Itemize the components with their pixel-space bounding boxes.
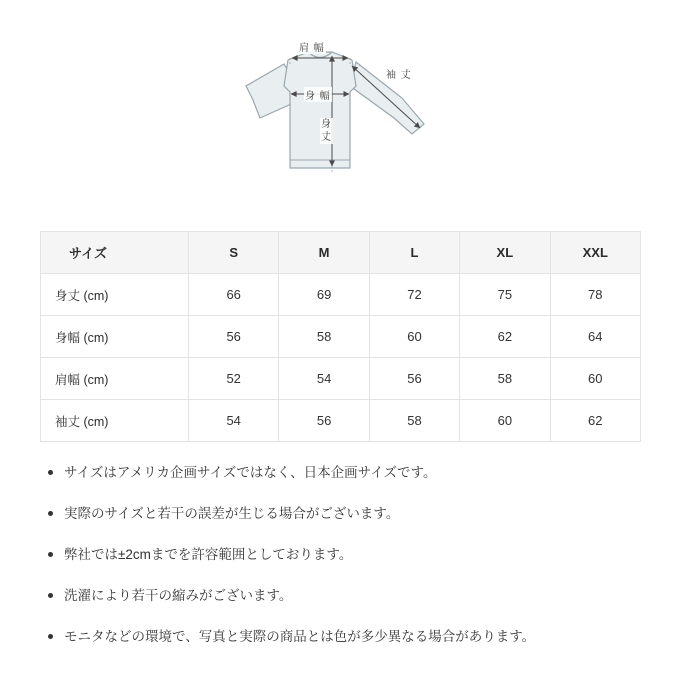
list-item: 洗濯により若干の縮みがございます。	[40, 586, 650, 606]
cell-shoulder-width-m: 54	[279, 358, 369, 400]
cell-body-length-xxl: 78	[550, 274, 640, 316]
sweatshirt-outline-svg	[0, 0, 680, 210]
label-sleeve-length: 袖 丈	[385, 66, 413, 81]
cell-chest-width-l: 60	[369, 316, 459, 358]
cell-chest-width-xxl: 64	[550, 316, 640, 358]
header-xl: XL	[460, 232, 550, 274]
label-body-length-line1: 身	[321, 119, 332, 130]
cell-shoulder-width-l: 56	[369, 358, 459, 400]
size-table	[40, 231, 641, 442]
table-row	[41, 400, 641, 442]
cell-sleeve-length-l: 58	[369, 400, 459, 442]
cell-sleeve-length-xxl: 62	[550, 400, 640, 442]
notes-list	[40, 463, 650, 668]
table-header-row	[41, 232, 641, 274]
list-item: モニタなどの環境で、写真と実際の商品とは色が多少異なる場合があります。	[40, 627, 650, 647]
body-shape	[284, 52, 356, 168]
cell-sleeve-length-s: 54	[189, 400, 279, 442]
label-body-length-line2: 丈	[321, 132, 332, 143]
table-row	[41, 358, 641, 400]
list-item: 弊社では±2cmまでを許容範囲としております。	[40, 545, 650, 565]
header-xxl: XXL	[550, 232, 640, 274]
size-table-body	[41, 274, 641, 442]
size-table-head	[41, 232, 641, 274]
cell-body-length-s: 66	[189, 274, 279, 316]
header-m: M	[279, 232, 369, 274]
cell-sleeve-length-xl: 60	[460, 400, 550, 442]
cell-body-length-l: 72	[369, 274, 459, 316]
label-body-length	[320, 118, 333, 144]
cell-body-length-xl: 75	[460, 274, 550, 316]
cell-body-length-m: 69	[279, 274, 369, 316]
cell-chest-width-m: 58	[279, 316, 369, 358]
table-row	[41, 316, 641, 358]
header-l: L	[369, 232, 459, 274]
cell-sleeve-length-m: 56	[279, 400, 369, 442]
list-item: 実際のサイズと若干の誤差が生じる場合がございます。	[40, 504, 650, 524]
size-table-wrapper	[40, 231, 640, 442]
header-size: サイズ	[41, 232, 189, 274]
row-label-body-length: 身丈 (cm)	[41, 274, 189, 316]
cell-chest-width-xl: 62	[460, 316, 550, 358]
list-item: サイズはアメリカ企画サイズではなく、日本企画サイズです。	[40, 463, 650, 483]
garment-measurement-diagram	[0, 0, 680, 210]
label-shoulder-width: 肩 幅	[298, 39, 326, 54]
table-row	[41, 274, 641, 316]
cell-shoulder-width-s: 52	[189, 358, 279, 400]
cell-chest-width-s: 56	[189, 316, 279, 358]
cell-shoulder-width-xxl: 60	[550, 358, 640, 400]
label-chest-width: 身 幅	[304, 87, 332, 102]
row-label-sleeve-length: 袖丈 (cm)	[41, 400, 189, 442]
cell-shoulder-width-xl: 58	[460, 358, 550, 400]
row-label-shoulder-width: 肩幅 (cm)	[41, 358, 189, 400]
row-label-chest-width: 身幅 (cm)	[41, 316, 189, 358]
header-s: S	[189, 232, 279, 274]
